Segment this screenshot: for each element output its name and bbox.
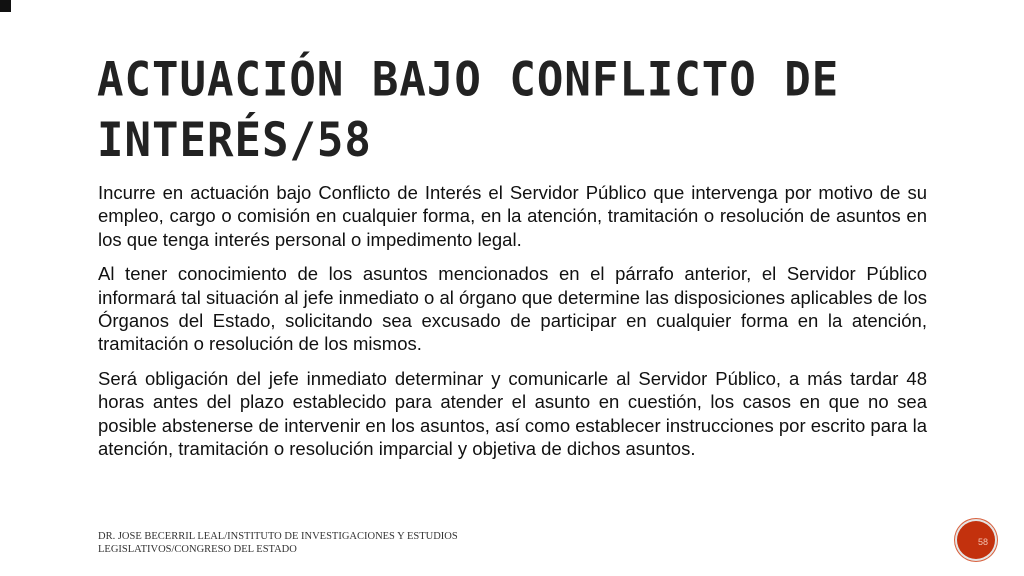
slide-title: ACTUACIÓN BAJO CONFLICTO DE INTERÉS/58 [97, 52, 840, 168]
paragraph-2: Al tener conocimiento de los asuntos mencionados en el párrafo anterior, el Servidor Público informará tal situación al jefe inmediato o al órgano que determine las disposiciones aplicables de los Órganos del Estado, solicitando sea excusado de participar en cualquier forma en la atención, tramitación o resolución de los mismos. [98, 263, 927, 355]
paragraph-3: Será obligación del jefe inmediato determinar y comunicarle al Servidor Público, a más tardar 48 horas antes del plazo establecido para atender el asunto en cuestión, los casos en que no sea posible abstenerse de intervenir en los asuntos, así como establecer instrucciones por escrito para la atención, tramitación o resolución imparcial y objetiva de dichos asuntos. [98, 367, 927, 460]
slide-footer: DR. JOSE BECERRIL LEAL/INSTITUTO DE INVESTIGACIONES Y ESTUDIOS LEGISLATIVOS/CONGRESO DEL ESTADO [98, 531, 458, 555]
paragraph-1: Incurre en actuación bajo Conflicto de Interés el Servidor Público que intervenga por motivo de su empleo, cargo o comisión en cualquier forma, en la atención, tramitación o resolución de asuntos en los que tenga interés personal o impedimento legal. [98, 182, 927, 250]
page-number: 58 [977, 537, 988, 547]
corner-decoration [0, 0, 11, 12]
page-number-badge [957, 521, 995, 559]
slide-body [98, 181, 927, 471]
